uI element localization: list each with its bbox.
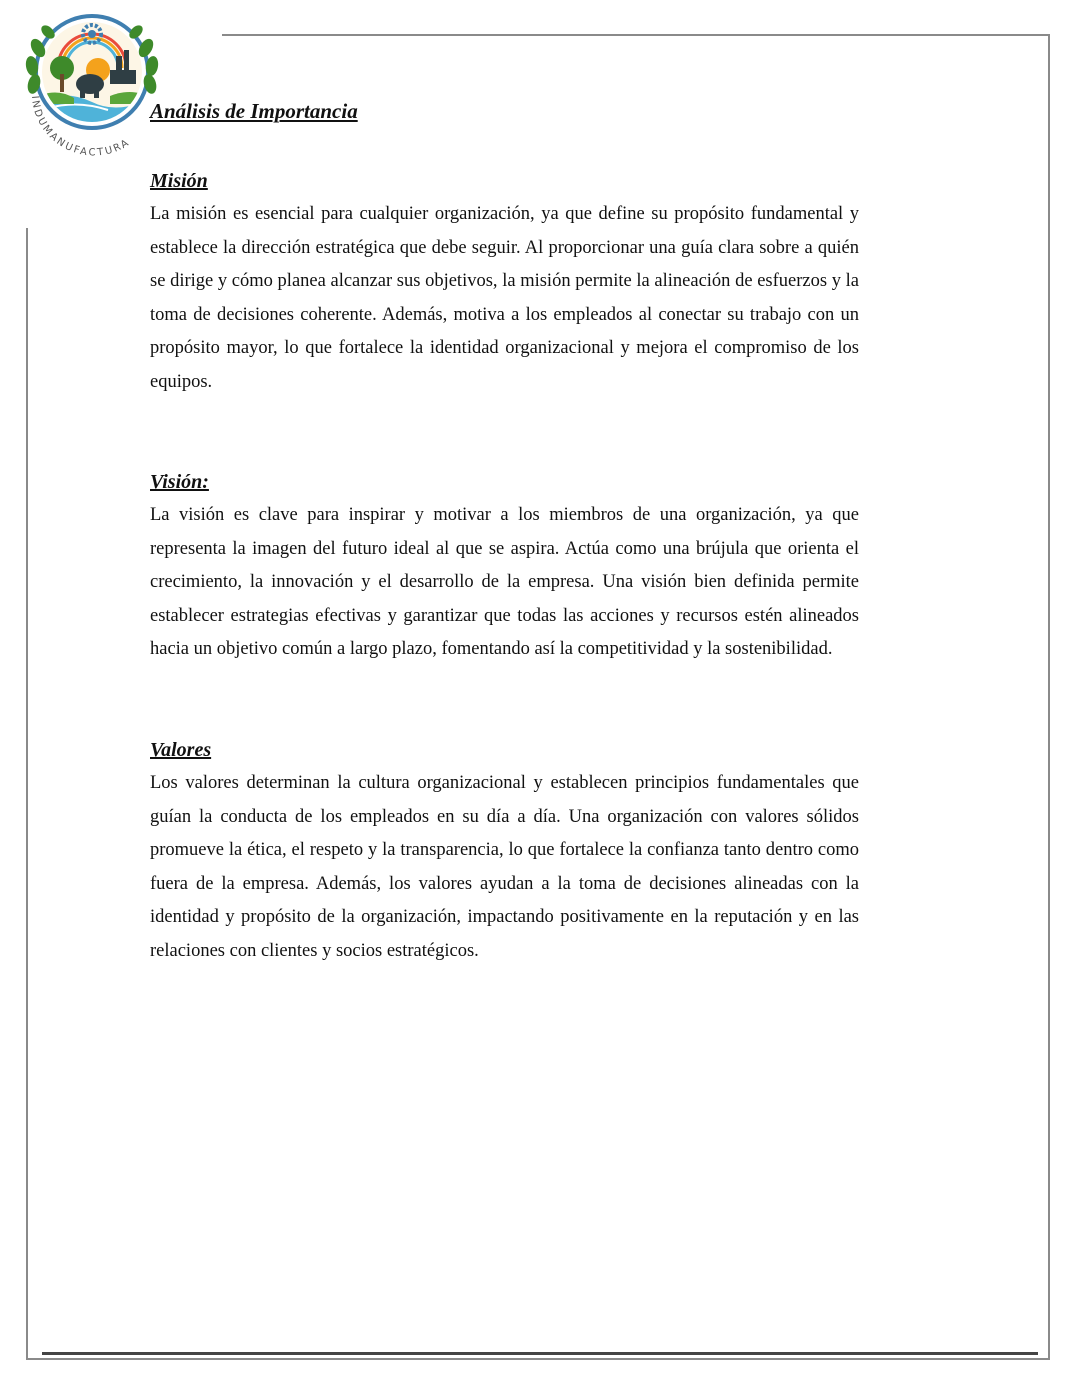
section-heading: Misión (150, 170, 208, 192)
section-body: La visión es clave para inspirar y motivar a los miembros de una organización, ya que representa la imagen del futuro ideal al que se aspira. Actúa como una brújula que orienta el crecimiento, la innovación y el desarrollo de la empresa. Una visión bien definida permite establecer estrategias efectivas y garantizar que todas las acciones y recursos estén alineados hacia un objetivo común a largo plazo, fomentando así la competitividad y la sostenibilidad. (150, 505, 859, 659)
page-border-left (26, 228, 28, 1360)
page-border-bottom-inner (42, 1352, 1038, 1355)
company-logo (18, 8, 166, 156)
section-heading: Valores (150, 739, 212, 761)
document-title: Análisis de Importancia (150, 99, 358, 123)
page-border-bottom (26, 1358, 1050, 1360)
logo-emblem-icon (18, 8, 166, 156)
page-border-top (222, 34, 1050, 36)
section-valores (150, 735, 859, 968)
page-border-right (1048, 34, 1050, 1360)
logo-text: INDUMANUFACTURA (28, 95, 133, 156)
document-content (150, 96, 859, 961)
section-body: Los valores determinan la cultura organizacional y establecen principios fundamentales que guían la conducta de los empleados en su día a día. Una organización con valores sólidos promueve la ética, el respeto y la transparencia, lo que fortalece la confianza tanto dentro como fuera de la empresa. Además, los valores ayudan a la toma de decisiones alineadas con la identidad y propósito de la organización, impactando positivamente en la reputación y en las relaciones con clientes y socios estratégicos. (150, 773, 859, 961)
section-body: La misión es esencial para cualquier organización, ya que define su propósito fundamental y establece la dirección estratégica que debe seguir. Al proporcionar una guía clara sobre a quién se dirige y cómo planea alcanzar sus objetivos, la misión permite la alineación de esfuerzos y la toma de decisiones coherente. Además, motiva a los empleados al conectar su trabajo con un propósito mayor, lo que fortalece la identidad organizacional y mejora el compromiso de los equipos. (150, 204, 859, 392)
section-heading: Visión: (150, 471, 209, 493)
section-vision (150, 467, 859, 667)
section-mision (150, 166, 859, 399)
